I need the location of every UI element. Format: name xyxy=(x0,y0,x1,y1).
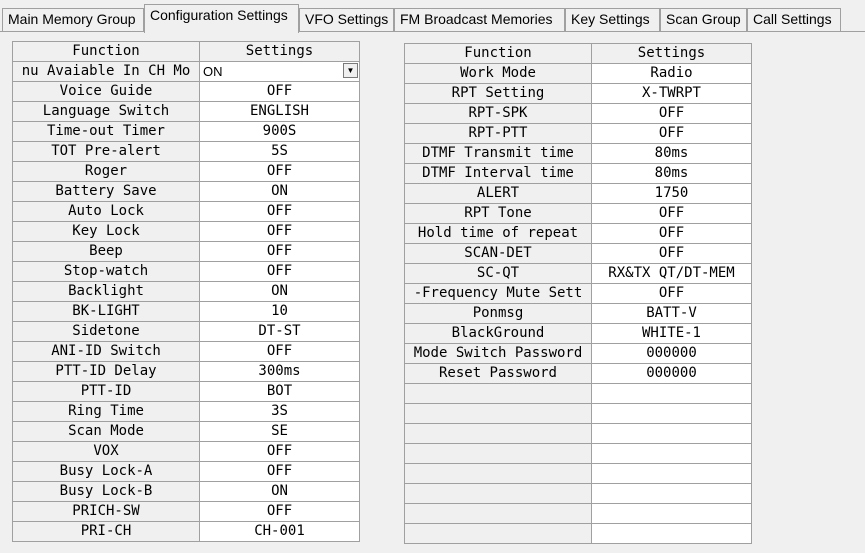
table-row xyxy=(13,262,360,282)
right-setting-cell[interactable] xyxy=(592,524,752,544)
left-setting-cell[interactable] xyxy=(200,62,360,82)
right-function-cell xyxy=(405,424,592,444)
dropdown-value: ON xyxy=(203,64,223,79)
left-setting-cell[interactable]: OFF xyxy=(200,222,360,242)
left-setting-cell[interactable]: 3S xyxy=(200,402,360,422)
tab-key-settings[interactable]: Key Settings xyxy=(565,8,660,31)
table-row xyxy=(405,304,752,324)
right-function-cell: BlackGround xyxy=(405,324,592,344)
right-function-cell: RPT Tone xyxy=(405,204,592,224)
right-function-cell: Ponmsg xyxy=(405,304,592,324)
left-function-cell: Time-out Timer xyxy=(13,122,200,142)
right-setting-cell[interactable]: OFF xyxy=(592,124,752,144)
left-function-cell: Language Switch xyxy=(13,102,200,122)
tab-fm-broadcast-memories[interactable]: FM Broadcast Memories xyxy=(394,8,565,31)
right-function-cell: RPT Setting xyxy=(405,84,592,104)
right-setting-cell[interactable]: 80ms xyxy=(592,164,752,184)
right-function-cell xyxy=(405,484,592,504)
right-setting-cell[interactable]: OFF xyxy=(592,244,752,264)
left-setting-cell[interactable]: ENGLISH xyxy=(200,102,360,122)
right-setting-cell[interactable]: OFF xyxy=(592,104,752,124)
right-function-cell: DTMF Transmit time xyxy=(405,144,592,164)
table-row xyxy=(405,484,752,504)
right-function-cell: RPT-SPK xyxy=(405,104,592,124)
table-row xyxy=(405,84,752,104)
left-function-cell: ANI-ID Switch xyxy=(13,342,200,362)
left-function-cell: Busy Lock-A xyxy=(13,462,200,482)
right-function-cell: Reset Password xyxy=(405,364,592,384)
right-setting-cell[interactable] xyxy=(592,404,752,424)
tab-scan-group[interactable]: Scan Group xyxy=(660,8,747,31)
left-setting-cell[interactable]: OFF xyxy=(200,502,360,522)
table-row xyxy=(405,224,752,244)
tab-call-settings[interactable]: Call Settings xyxy=(747,8,841,31)
table-row xyxy=(405,424,752,444)
left-setting-cell[interactable]: OFF xyxy=(200,442,360,462)
right-function-cell: Hold time of repeat xyxy=(405,224,592,244)
right-settings-grid xyxy=(404,43,752,544)
table-row xyxy=(13,402,360,422)
table-row xyxy=(405,64,752,84)
table-row xyxy=(13,162,360,182)
table-row xyxy=(13,482,360,502)
tab-strip xyxy=(0,0,865,33)
table-row xyxy=(405,324,752,344)
right-setting-cell[interactable]: OFF xyxy=(592,204,752,224)
right-setting-cell[interactable]: 80ms xyxy=(592,144,752,164)
left-setting-cell[interactable]: ON xyxy=(200,182,360,202)
left-function-cell: Roger xyxy=(13,162,200,182)
left-function-cell: TOT Pre-alert xyxy=(13,142,200,162)
left-setting-cell[interactable]: OFF xyxy=(200,162,360,182)
table-row xyxy=(13,342,360,362)
left-function-cell: Sidetone xyxy=(13,322,200,342)
left-setting-cell[interactable]: SE xyxy=(200,422,360,442)
table-row xyxy=(13,442,360,462)
table-row xyxy=(13,202,360,222)
table-row xyxy=(405,364,752,384)
table-row xyxy=(405,384,752,404)
left-settings-grid xyxy=(12,41,360,542)
left-header-function: Function xyxy=(13,42,200,62)
right-setting-cell[interactable]: BATT-V xyxy=(592,304,752,324)
tab-main-memory-group[interactable]: Main Memory Group xyxy=(2,8,144,31)
left-setting-cell[interactable]: OFF xyxy=(200,462,360,482)
right-function-cell: ALERT xyxy=(405,184,592,204)
right-setting-cell[interactable] xyxy=(592,444,752,464)
table-row xyxy=(405,164,752,184)
right-setting-cell[interactable]: 1750 xyxy=(592,184,752,204)
table-row xyxy=(13,422,360,442)
left-function-cell: Ring Time xyxy=(13,402,200,422)
table-row xyxy=(405,404,752,424)
table-row xyxy=(13,362,360,382)
left-header-settings: Settings xyxy=(200,42,360,62)
left-function-cell: PRICH-SW xyxy=(13,502,200,522)
table-row xyxy=(13,282,360,302)
right-grid-header xyxy=(405,44,752,64)
left-function-cell: BK-LIGHT xyxy=(13,302,200,322)
right-setting-cell[interactable]: 000000 xyxy=(592,344,752,364)
tab-configuration-settings[interactable]: Configuration Settings xyxy=(144,4,299,33)
table-row xyxy=(13,382,360,402)
left-function-cell: Battery Save xyxy=(13,182,200,202)
left-function-cell: Beep xyxy=(13,242,200,262)
left-function-cell: Backlight xyxy=(13,282,200,302)
table-row xyxy=(405,464,752,484)
right-setting-cell[interactable]: X-TWRPT xyxy=(592,84,752,104)
right-setting-cell[interactable]: OFF xyxy=(592,224,752,244)
left-setting-cell[interactable]: OFF xyxy=(200,242,360,262)
left-function-cell: nu Avaiable In CH Mo xyxy=(13,62,200,82)
right-function-cell xyxy=(405,404,592,424)
left-setting-cell[interactable]: CH-001 xyxy=(200,522,360,542)
left-function-cell: PTT-ID Delay xyxy=(13,362,200,382)
left-setting-cell[interactable]: BOT xyxy=(200,382,360,402)
right-function-cell: Mode Switch Password xyxy=(405,344,592,364)
table-row xyxy=(13,82,360,102)
left-setting-cell[interactable]: OFF xyxy=(200,82,360,102)
table-row xyxy=(13,462,360,482)
left-setting-cell[interactable]: OFF xyxy=(200,262,360,282)
left-function-cell: PTT-ID xyxy=(13,382,200,402)
right-function-cell xyxy=(405,384,592,404)
right-function-cell xyxy=(405,524,592,544)
right-setting-cell[interactable] xyxy=(592,384,752,404)
left-setting-cell[interactable]: 5S xyxy=(200,142,360,162)
right-function-cell: SCAN-DET xyxy=(405,244,592,264)
left-function-cell: Key Lock xyxy=(13,222,200,242)
table-row xyxy=(13,142,360,162)
table-row xyxy=(405,444,752,464)
left-function-cell: PRI-CH xyxy=(13,522,200,542)
table-row xyxy=(13,322,360,342)
right-setting-cell[interactable]: Radio xyxy=(592,64,752,84)
left-setting-cell[interactable]: ON xyxy=(200,282,360,302)
table-row xyxy=(405,504,752,524)
table-row xyxy=(13,302,360,322)
tab-vfo-settings[interactable]: VFO Settings xyxy=(299,8,394,31)
right-setting-cell[interactable] xyxy=(592,464,752,484)
right-header-settings: Settings xyxy=(592,44,752,64)
right-setting-cell[interactable]: RX&TX QT/DT-MEM xyxy=(592,264,752,284)
left-setting-cell[interactable]: 300ms xyxy=(200,362,360,382)
right-function-cell xyxy=(405,444,592,464)
right-setting-cell[interactable] xyxy=(592,424,752,444)
left-setting-cell[interactable]: OFF xyxy=(200,342,360,362)
left-setting-cell[interactable]: 900S xyxy=(200,122,360,142)
table-row xyxy=(13,182,360,202)
right-function-cell: DTMF Interval time xyxy=(405,164,592,184)
table-row xyxy=(13,502,360,522)
left-function-cell: Stop-watch xyxy=(13,262,200,282)
table-row xyxy=(405,284,752,304)
setting-dropdown[interactable] xyxy=(200,62,359,81)
table-row xyxy=(405,524,752,544)
right-function-cell: SC-QT xyxy=(405,264,592,284)
table-row xyxy=(13,522,360,542)
right-setting-cell[interactable]: WHITE-1 xyxy=(592,324,752,344)
right-function-cell xyxy=(405,464,592,484)
left-function-cell: Scan Mode xyxy=(13,422,200,442)
table-row xyxy=(405,344,752,364)
right-header-function: Function xyxy=(405,44,592,64)
table-row xyxy=(405,124,752,144)
right-function-cell: Work Mode xyxy=(405,64,592,84)
table-row xyxy=(13,122,360,142)
right-setting-cell[interactable] xyxy=(592,484,752,504)
left-function-cell: VOX xyxy=(13,442,200,462)
left-grid-header xyxy=(13,42,360,62)
left-setting-cell[interactable]: ON xyxy=(200,482,360,502)
table-row xyxy=(405,184,752,204)
chevron-down-icon[interactable]: ▼ xyxy=(343,63,358,78)
right-function-cell: -Frequency Mute Sett xyxy=(405,284,592,304)
table-row xyxy=(13,242,360,262)
right-function-cell xyxy=(405,504,592,524)
left-function-cell: Busy Lock-B xyxy=(13,482,200,502)
table-row xyxy=(405,104,752,124)
table-row xyxy=(13,222,360,242)
table-row xyxy=(405,244,752,264)
left-setting-cell[interactable]: DT-ST xyxy=(200,322,360,342)
left-setting-cell[interactable]: 10 xyxy=(200,302,360,322)
right-setting-cell[interactable]: OFF xyxy=(592,284,752,304)
table-row xyxy=(13,62,360,82)
right-function-cell: RPT-PTT xyxy=(405,124,592,144)
left-function-cell: Auto Lock xyxy=(13,202,200,222)
table-row xyxy=(405,204,752,224)
left-function-cell: Voice Guide xyxy=(13,82,200,102)
right-setting-cell[interactable] xyxy=(592,504,752,524)
table-row xyxy=(405,264,752,284)
right-setting-cell[interactable]: 000000 xyxy=(592,364,752,384)
table-row xyxy=(405,144,752,164)
left-setting-cell[interactable]: OFF xyxy=(200,202,360,222)
table-row xyxy=(13,102,360,122)
